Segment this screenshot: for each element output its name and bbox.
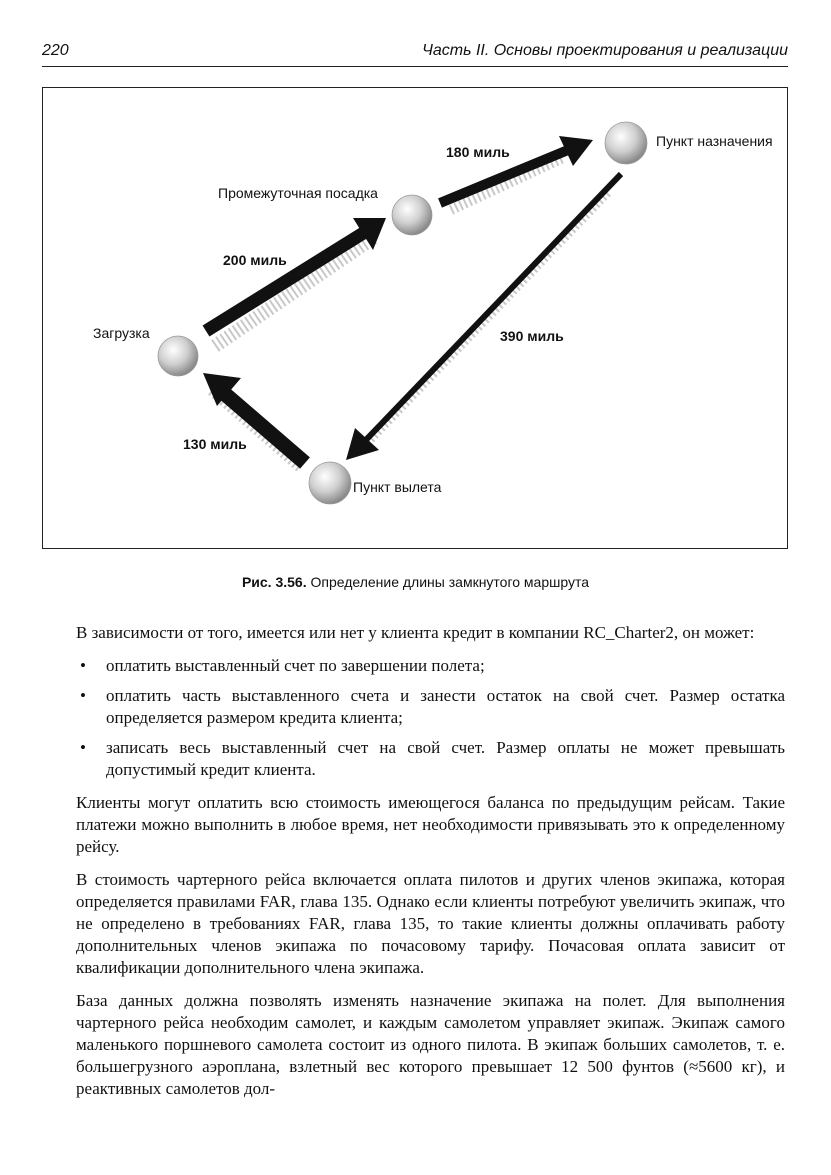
- running-title: Часть II. Основы проектирования и реализации: [422, 42, 788, 59]
- paragraph: База данных должна позволять изменять назначение экипажа на полет. Для выполнения чартерного рейса необходим самолет, и каждым самолетом управляет экипаж. Экипаж самого маленького поршневого самолета состоит из одного пилота. В экипаж больших самолетов, т. е. большегрузного аэроплана, взлетный вес которого превышает 12 500 фунтов (≈5600 кг), и реактивных самолетов дол-: [76, 991, 785, 1098]
- payment-options-list: [76, 655, 785, 781]
- label-distance-130: 130 миль: [183, 436, 247, 452]
- label-distance-390: 390 миль: [500, 328, 564, 344]
- arrow-loading-to-stopover: [206, 218, 386, 331]
- page-number: 220: [42, 42, 69, 59]
- page-header: [42, 40, 788, 67]
- list-item: • оплатить часть выставленного счета и занести остаток на свой счет. Размер остатка определяется размером кредита клиента;: [76, 685, 785, 729]
- list-item: • оплатить выставленный счет по завершении полета;: [76, 655, 785, 677]
- paragraph: В стоимость чартерного рейса включается оплата пилотов и других членов экипажа, которая определяется правилами FAR, глава 135. Однако если клиенты потребуют увеличить экипаж, что не определено в требованиях FAR, глава 135, то такие клиенты должны оплачивать работу дополнительных членов экипажа по почасовому тарифу. Почасовая оплата зависит от квалификации дополнительного члена экипажа.: [76, 870, 785, 977]
- node-loading: [158, 336, 198, 376]
- route-diagram: [43, 88, 789, 550]
- route-figure: [42, 87, 788, 549]
- label-stopover: Промежуточная посадка: [218, 185, 378, 201]
- body-text: [76, 622, 785, 1111]
- list-item: • записать весь выставленный счет на свой счет. Размер оплаты не может превышать допустимый кредит клиента.: [76, 737, 785, 781]
- caption-text: Определение длины замкнутого маршрута: [310, 574, 590, 590]
- intro-paragraph: В зависимости от того, имеется или нет у клиента кредит в компании RC_Charter2, он может:: [76, 623, 755, 642]
- node-departure: [309, 462, 351, 504]
- label-distance-180: 180 миль: [446, 144, 510, 160]
- label-destination: Пункт назначения: [656, 133, 773, 149]
- node-destination: [605, 122, 647, 164]
- caption-label: Рис. 3.56.: [241, 574, 307, 590]
- label-distance-200: 200 миль: [223, 252, 287, 268]
- arrow-destination-to-departure: [346, 174, 621, 460]
- node-stopover: [392, 195, 432, 235]
- label-loading: Загрузка: [93, 325, 150, 341]
- label-departure: Пункт вылета: [353, 479, 442, 495]
- figure-caption: [0, 574, 831, 590]
- paragraph: Клиенты могут оплатить всю стоимость имеющегося баланса по предыдущим рейсам. Такие платежи можно выполнить в любое время, нет необходимости привязывать это к определенному рейсу.: [76, 793, 785, 856]
